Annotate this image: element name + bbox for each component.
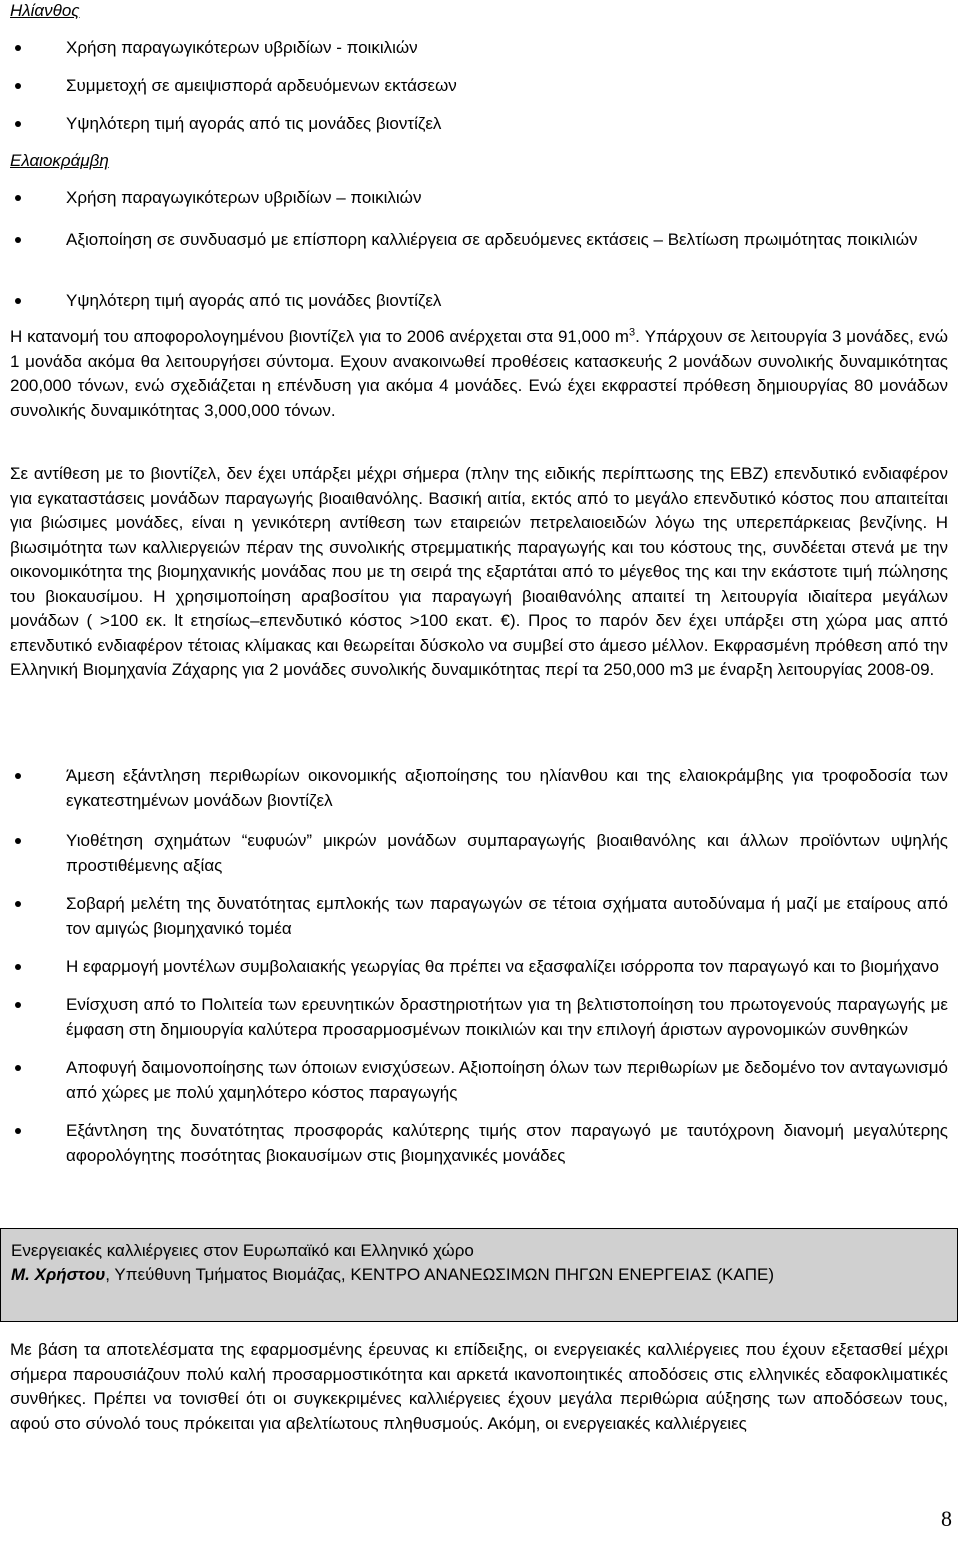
bullet-icon	[15, 121, 21, 127]
bullet-icon	[15, 237, 21, 243]
bullet-icon	[15, 1128, 21, 1134]
bullet-icon	[15, 195, 21, 201]
list-item: Υψηλότερη τιμή αγοράς από τις μονάδες βιοντίζελ	[10, 288, 948, 313]
bullet-icon	[15, 964, 21, 970]
list-item: Υιοθέτηση σχημάτων “ευφυών” μικρών μονάδων συμπαραγωγής βιοαιθανόλης και άλλων προϊόντων υψηλής προστιθέμενης αξίας	[10, 828, 948, 878]
list-item: Χρήση παραγωγικότερων υβριδίων - ποικιλιών	[10, 35, 948, 73]
rapeseed-list	[10, 185, 948, 313]
article-title-box	[0, 1228, 958, 1322]
author-affiliation: , Υπεύθυνη Τμήματος Βιομάζας, ΚΕΝΤΡΟ ΑΝΑΝΕΩΣΙΜΩΝ ΠΗΓΩΝ ΕΝΕΡΓΕΙΑΣ (ΚΑΠΕ)	[105, 1265, 774, 1284]
bullet-icon	[15, 901, 21, 907]
list-item: Εξάντληση της δυνατότητας προσφοράς καλύτερης τιμής στον παραγωγό με ταυτόχρονη διανομή μεγαλύτερης αφορολόγητης ποσότητας βιοκαυσίμων στις βιομηχανικές μονάδες	[10, 1118, 948, 1168]
list-item: Ενίσχυση από το Πολιτεία των ερευνητικών δραστηριοτήτων για τη βελτιστοποίηση του πρωτογενούς παραγωγής με έμφαση στη δημιουργία καλύτερα προσαρμοσμένων ποικιλιών και την επιλογή άριστων αγρονομικών συνθηκών	[10, 992, 948, 1042]
page-number: 8	[941, 1506, 952, 1531]
bullet-icon	[15, 298, 21, 304]
list-item: Η εφαρμογή μοντέλων συμβολαιακής γεωργίας θα πρέπει να εξασφαλίζει ισόρροπα τον παραγωγό και το βιομήχανο	[10, 954, 948, 979]
list-item: Συμμετοχή σε αμειψισπορά αρδευόμενων εκτάσεων	[10, 73, 948, 111]
list-item: Σοβαρή μελέτη της δυνατότητας εμπλοκής των παραγωγών σε τέτοια σχήματα αυτοδύναμα ή μαζί με εταίρους από τον αμιγώς βιομηχανικό τομέα	[10, 891, 948, 941]
sunflower-list	[10, 35, 948, 149]
bullet-icon	[15, 1002, 21, 1008]
list-item: Αξιοποίηση σε συνδυασμό με επίσπορη καλλιέργεια σε αρδευόμενες εκτάσεις – Βελτίωση πρωιμότητας ποικιλιών	[10, 227, 948, 288]
bullet-icon	[15, 838, 21, 844]
recommendations-list	[10, 763, 948, 1168]
list-item: Χρήση παραγωγικότερων υβριδίων – ποικιλιών	[10, 185, 948, 227]
article-title: Ενεργειακές καλλιέργειες στον Ευρωπαϊκό και Ελληνικό χώρο	[11, 1241, 474, 1260]
rapeseed-heading: Ελαιοκράμβη	[10, 151, 109, 170]
paragraph-biodiesel: Η κατανομή του αποφορολογημένου βιοντίζελ για το 2006 ανέρχεται στα 91,000 $m^3$. Υπάρχουν σε λειτουργία 3 μονάδες, ενώ 1 μονάδα ακόμα θα λειτουργήσει σύντομα. Εχουν ανακοινωθεί προθέσεις κατασκευής 2 μονάδων συνολικής δυναμικότητας 200,000 τόνων, ενώ σχεδιάζεται η επένδυση για ακόμα 4 μονάδες. Ενώ έχει εκφραστεί πρόθεση δημιουργίας 80 μονάδων συνολικής δυναμικότητας 3,000,000 τόνων.	[10, 326, 948, 420]
bullet-icon	[15, 83, 21, 89]
list-item: Άμεση εξάντληση περιθωρίων οικονομικής αξιοποίησης του ηλίανθου και της ελαιοκράμβης για τροφοδοσία των εγκατεστημένων μονάδων βιοντίζελ	[10, 763, 948, 813]
author-name: Μ. Χρήστου	[11, 1265, 106, 1284]
bullet-icon	[15, 45, 21, 51]
bullet-icon	[15, 1065, 21, 1071]
article-byline	[11, 1263, 949, 1287]
paragraph-bioethanol: Σε αντίθεση με το βιοντίζελ, δεν έχει υπάρξει μέχρι σήμερα (πλην της ειδικής περίπτωσης της ΕΒΖ) επενδυτικό ενδιαφέρον για εγκαταστάσεις μονάδων παραγωγής βιοαιθανόλης. Βασική αιτία, εκτός από το μεγάλο επενδυτικό κόστος που απαιτείται για βιώσιμες μονάδες, είναι η γενικότερη αντίθεση των εταιρειών πετρελαιοειδών λόγω της υπερεπάρκειας βενζίνης. Η βιωσιμότητα των καλλιεργειών πέραν της συνολικής στρεμματικής παραγωγής και του κόστους της, συνδέεται στενά με την οικονομικότητα της βιομηχανικής μονάδας που με τη σειρά της εξαρτάται από το μέγεθος της και την εκάστοτε τιμή πώλησης του βιοκαυσίμου. Η χρησιμοποίηση αραβοσίτου για παραγωγή βιοαιθανόλης απαιτεί τη λειτουργία ιδιαίτερα μεγάλων μονάδων ( >100 εκ. lt ετησίως–επενδυτικό κόστος >100 εκατ. €). Προς το παρόν δεν έχει υπάρξει στη χώρα μας απτό επενδυτικό ενδιαφέρον τέτοιας κλίμακας και θεωρείται δύσκολο να συμβεί στο άμεσο μέλλον. Εκφρασμένη πρόθεση από την Ελληνική Βιομηχανία Ζάχαρης για 2 μονάδες συνολικής δυναμικότητας περί τα 250,000 m3 με έναρξη λειτουργίας 2008-09.	[10, 464, 948, 679]
sunflower-heading: Ηλίανθος	[10, 1, 80, 20]
bullet-icon	[15, 773, 21, 779]
list-item: Αποφυγή δαιμονοποίησης των όποιων ενισχύσεων. Αξιοποίηση όλων των περιθωρίων με δεδομένο τον ανταγωνισμό από χώρες με πολύ χαμηλότερο κόστος παραγωγής	[10, 1055, 948, 1105]
paragraph-energy-crops: Με βάση τα αποτελέσματα της εφαρμοσμένης έρευνας κι επίδειξης, οι ενεργειακές καλλιέργειες που έχουν εξετασθεί μέχρι σήμερα παρουσιάζουν πολύ καλή προσαρμοστικότητα και αρκετά ικανοποιητικές αποδόσεις στις ελληνικές εδαφοκλιματικές συνθήκες. Πρέπει να τονισθεί ότι οι συγκεκριμένες καλλιέργειες έχουν μεγάλα περιθώρια αύξησης των αποδόσεων τους, αφού στο σύνολό τους πρόκειται για αβελτίωτους πληθυσμούς. Ακόμη, οι ενεργειακές καλλιέργειες	[10, 1340, 948, 1433]
list-item: Υψηλότερη τιμή αγοράς από τις μονάδες βιοντίζελ	[10, 111, 948, 149]
